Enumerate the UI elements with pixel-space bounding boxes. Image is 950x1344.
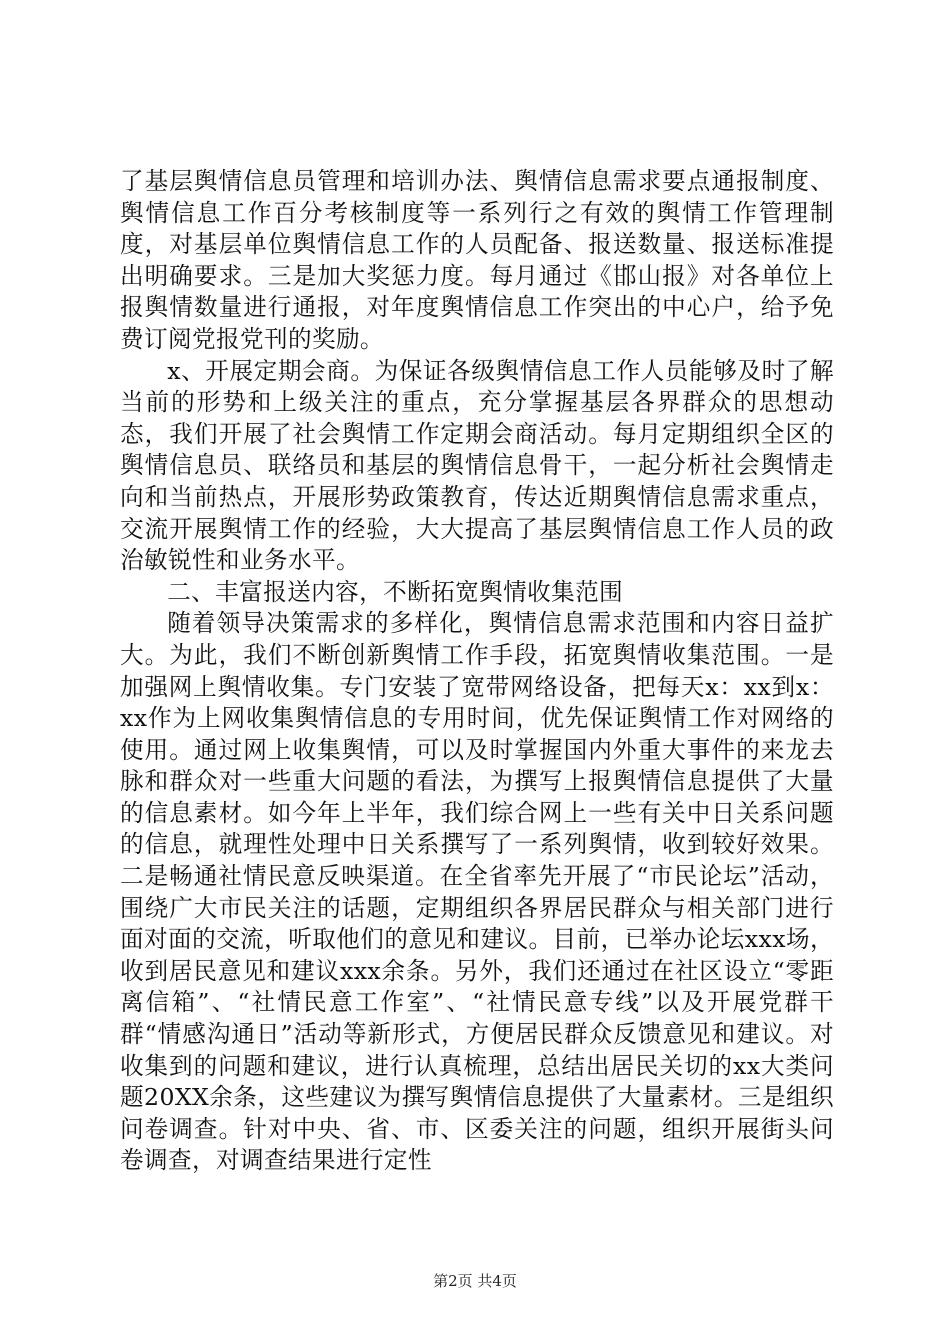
page-number-label: 第2页 共4页 [433,1272,517,1290]
paragraph-section-2: 随着领导决策需求的多样化，舆情信息需求范围和内容日益扩大。为此，我们不断创新舆情工作手段，拓宽舆情收集范围。一是加强网上舆情收集。专门安装了宽带网络设备，把每天x：xx到x：xx作为上网收集舆情信息的专用时间，优先保证舆情工作对网络的使用。通过网上收集舆情，可以及时掌握国内外重大事件的来龙去脉和群众对一些重大问题的看法，为撰写上报舆情信息提供了大量的信息素材。如今年上半年，我们综合网上一些有关中日关系问题的信息，就理性处理中日关系撰写了一系列舆情，收到较好效果。二是畅通社情民意反映渠道。在全省率先开展了“市民论坛”活动，围绕广大市民关注的话题，定期组织各界居民群众与相关部门进行面对面的交流，听取他们的意见和建议。目前，已举办论坛xxx场，收到居民意见和建议xxx余条。另外，我们还通过在社区设立“零距离信箱”、“社情民意工作室”、“社情民意专线”以及开展党群干群“情感沟通日”活动等新形式，方便居民群众反馈意见和建议。对收集到的问题和建议，进行认真梳理，总结出居民关切的xx大类问题20XX余条，这些建议为撰写舆情信息提供了大量素材。三是组织问卷调查。针对中央、省、市、区委关注的问题，组织开展街头问卷调查，对调查结果进行定性 [120,609,834,1175]
page-footer [0,1271,950,1291]
document-body [120,166,834,1177]
paragraph-continuation: 了基层舆情信息员管理和培训办法、舆情信息需求要点通报制度、舆情信息工作百分考核制度等一系列行之有效的舆情工作管理制度，对基层单位舆情信息工作的人员配备、报送数量、报送标准提出明确要求。三是加大奖惩力度。每月通过《邯山报》对各单位上报舆情数量进行通报，对年度舆情信息工作突出的中心户，给予免费订阅党报党刊的奖励。 [120,167,834,353]
section-heading-2: 二、丰富报送内容，不断拓宽舆情收集范围 [167,577,624,606]
paragraph-regular-consultation: x、开展定期会商。为保证各级舆情信息工作人员能够及时了解当前的形势和上级关注的重点，充分掌握基层各界群众的思想动态，我们开展了社会舆情工作定期会商活动。每月定期组织全区的舆情信息员、联络员和基层的舆情信息骨干，一起分析社会舆情走向和当前热点，开展形势政策教育，传达近期舆情信息需求重点，交流开展舆情工作的经验，大大提高了基层舆情信息工作人员的政治敏锐性和业务水平。 [120,356,834,575]
